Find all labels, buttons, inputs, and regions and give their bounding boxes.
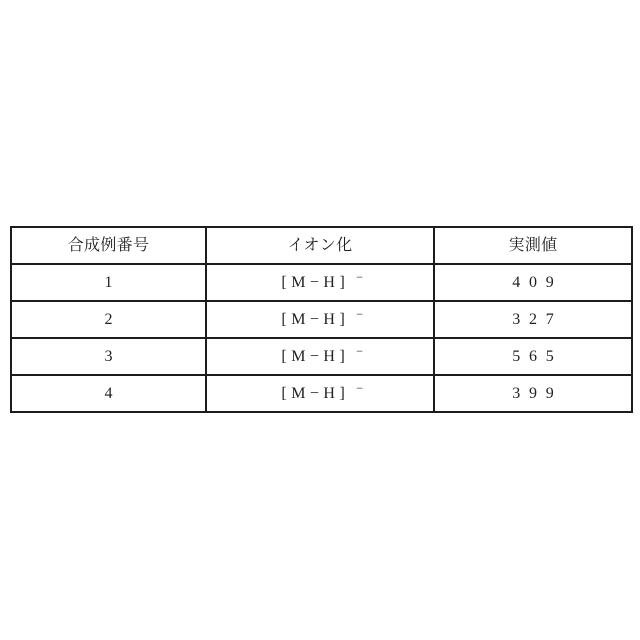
- cell-example-no: 2: [11, 301, 206, 338]
- cell-ionization: [206, 264, 434, 301]
- cell-ionization: [206, 301, 434, 338]
- cell-example-no: 4: [11, 375, 206, 412]
- header-cell-example-no: 合成例番号: [11, 227, 206, 264]
- ion-formula: [M−H]: [281, 347, 350, 365]
- measurement-table-container: [10, 226, 631, 412]
- ion-formula: [M−H]: [281, 384, 350, 402]
- cell-ionization: [206, 338, 434, 375]
- ion-formula: [M−H]: [281, 310, 350, 328]
- ion-formula: [M−H]: [281, 273, 350, 291]
- cell-measured-value: 399: [434, 375, 632, 412]
- cell-measured-value: 327: [434, 301, 632, 338]
- table-row: [11, 301, 632, 338]
- table-row: [11, 264, 632, 301]
- table-row: [11, 338, 632, 375]
- cell-example-no: 1: [11, 264, 206, 301]
- ion-charge-sign: −: [356, 306, 364, 321]
- cell-example-no: 3: [11, 338, 206, 375]
- ion-charge-sign: −: [356, 380, 364, 395]
- cell-ionization: [206, 375, 434, 412]
- header-cell-ionization: イオン化: [206, 227, 434, 264]
- ion-charge-sign: −: [356, 269, 364, 284]
- ion-charge-sign: −: [356, 343, 364, 358]
- table-row: [11, 375, 632, 412]
- table-header-row: [11, 227, 632, 264]
- measurement-table: [10, 226, 633, 413]
- cell-measured-value: 565: [434, 338, 632, 375]
- cell-measured-value: 409: [434, 264, 632, 301]
- header-cell-measured: 実測値: [434, 227, 632, 264]
